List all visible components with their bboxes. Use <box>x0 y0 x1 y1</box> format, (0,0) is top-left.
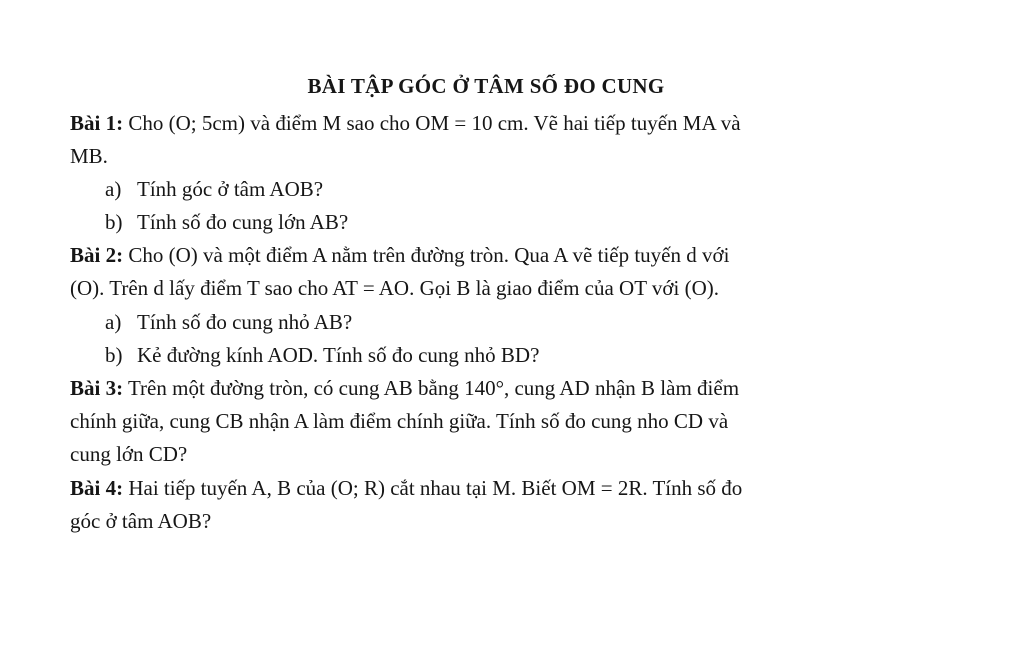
problem-4-line-1 <box>70 473 742 503</box>
problem-1-line-2 <box>70 141 108 171</box>
item-marker: b) <box>105 210 123 234</box>
item-marker: a) <box>105 310 122 334</box>
problem-4-text-line-1: Hai tiếp tuyến A, B của (O; R) cắt nhau tại M. Biết OM = 2R. Tính số đo <box>123 476 743 500</box>
problem-4-line-2 <box>70 506 211 536</box>
problem-2-line-1 <box>70 240 729 270</box>
item-text: Tính số đo cung lớn AB? <box>137 210 349 234</box>
problem-1-text-line-1: Cho (O; 5cm) và điểm M sao cho OM = 10 cm. Vẽ hai tiếp tuyến MA và <box>123 111 741 135</box>
problem-1-text-line-2: MB. <box>70 144 108 168</box>
problem-2-item-b <box>105 340 539 370</box>
item-text: Tính số đo cung nhỏ AB? <box>137 310 353 334</box>
problem-1-label: Bài 1: <box>70 111 124 135</box>
problem-2-item-a <box>105 307 352 337</box>
item-text: Kẻ đường kính AOD. Tính số đo cung nhỏ BD? <box>137 343 540 367</box>
problem-1-line-1 <box>70 108 741 138</box>
problem-3-line-2 <box>70 406 728 436</box>
problem-3-text-line-2: chính giữa, cung CB nhận A làm điểm chính giữa. Tính số đo cung nho CD và <box>70 409 729 433</box>
problem-4-text-line-2: góc ở tâm AOB? <box>70 509 212 533</box>
item-marker: b) <box>105 343 123 367</box>
item-marker: a) <box>105 177 122 201</box>
item-text: Tính góc ở tâm AOB? <box>137 177 324 201</box>
problem-3-line-1 <box>70 373 739 403</box>
problem-2-text-line-1: Cho (O) và một điểm A nằm trên đường tròn. Qua A vẽ tiếp tuyến d với <box>123 243 730 267</box>
problem-2-label: Bài 2: <box>70 243 124 267</box>
problem-1-item-b <box>105 207 348 237</box>
problem-1-item-a <box>105 174 323 204</box>
problem-3-text-line-3: cung lớn CD? <box>70 442 188 466</box>
problem-3-text-line-1: Trên một đường tròn, có cung AB bằng 140°, cung AD nhận B làm điểm <box>123 376 740 400</box>
problem-4-label: Bài 4: <box>70 476 124 500</box>
problem-2-line-2 <box>70 273 719 303</box>
problem-3-line-3 <box>70 439 187 469</box>
problem-2-text-line-2: (O). Trên d lấy điểm T sao cho AT = AO. Gọi B là giao điểm của OT với (O). <box>70 276 720 300</box>
document-title: BÀI TẬP GÓC Ở TÂM SỐ ĐO CUNG <box>307 74 665 98</box>
problem-3-label: Bài 3: <box>70 376 124 400</box>
